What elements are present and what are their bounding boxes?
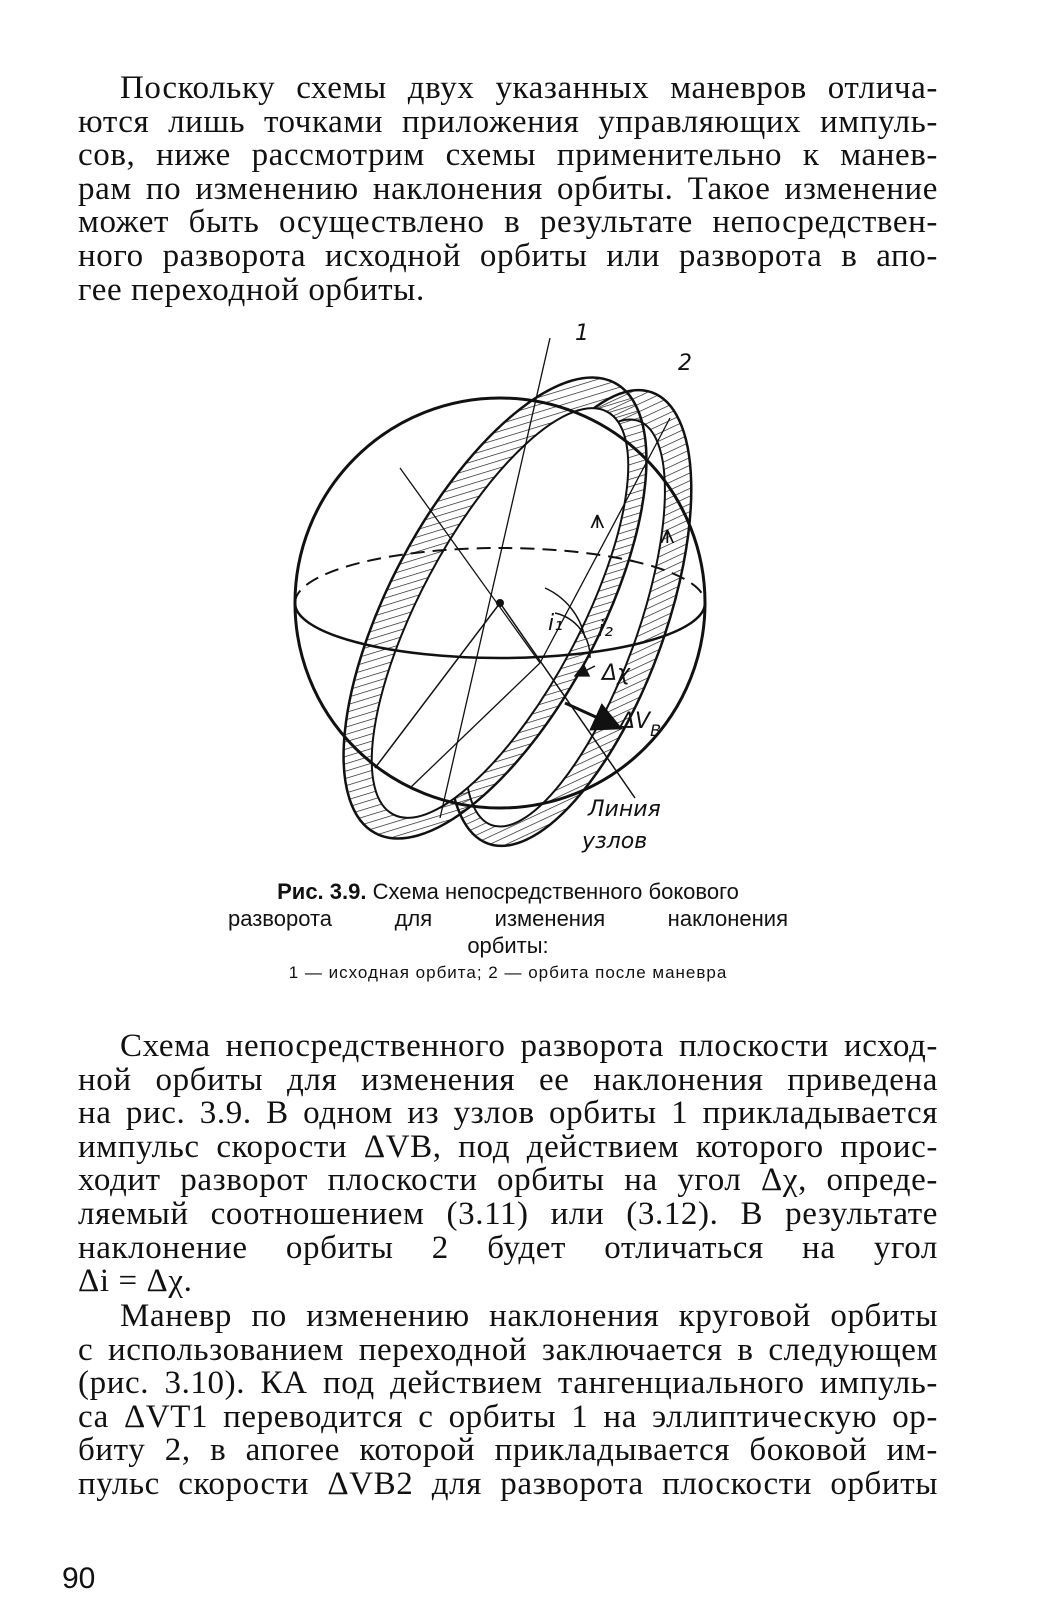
label-delta-chi: Δχ [602,661,631,686]
caption-line-3: орбиты: [467,933,549,958]
caption-line-2: разворота для изменения наклонения [228,906,788,931]
text-line: ного разворота исходной орбиты или разворота в апо- [78,237,938,274]
label-orbit-1: 1 [575,321,589,346]
text-line: са ΔVT1 переводится с орбиты 1 на эллиптическую ор- [78,1398,938,1435]
text-line: на рис. 3.9. В одном из узлов орбиты 1 прикладывается [78,1095,938,1132]
text-line: ходит разворот плоскости орбиты на угол Δχ, опреде- [78,1162,938,1199]
spacecraft-icon: ⩚ [590,505,605,535]
text-line: импульс скорости ΔVB, под действием которого проис- [78,1128,938,1165]
text-line: с использованием переходной заключается в следующем [78,1331,938,1368]
text-line: биту 2, в апогее которой прикладывается боковой им- [78,1432,938,1469]
text-line: (рис. 3.10). КА под действием тангенциального импуль- [78,1365,938,1402]
text-line: ной орбиты для изменения ее наклонения приведена [78,1061,938,1098]
text-line: сов, ниже рассмотрим схемы применительно к манев- [78,137,938,174]
text-line: Схема непосредственного разворота плоскости исход- [120,1028,938,1064]
orbit-diagram-svg [290,318,730,868]
caption-line-1 [228,878,788,905]
text-line: Поскольку схемы двух указанных маневров отлича- [120,70,938,106]
label-orbit-2: 2 [678,351,692,376]
label-node-line-2: узлов [582,829,648,854]
label-node-line-1: Линия [588,797,661,822]
label-incl-1: i₁ [548,611,563,636]
paragraph-1 [78,72,938,307]
orbit-figure [290,318,730,868]
caption-legend: 1 — исходная орбита; 2 — орбита после маневра [288,963,728,982]
page-number: 90 [62,1562,96,1595]
label-incl-2: i₂ [598,617,613,642]
caption-title: Схема непосредственного бокового [366,879,739,904]
text-line: ляемый соотношением (3.11) или (3.12). В результате [78,1195,938,1232]
text-line: ются лишь точками приложения управляющих импуль- [78,103,938,140]
text-line: Маневр по изменению наклонения круговой орбиты [120,1298,938,1334]
label-delta-v: $\Delta V_B$ [620,709,662,740]
text-line: гее переходной орбиты. [78,271,425,308]
spacecraft-icon: ⩚ [660,520,675,550]
text-line: рам по изменению наклонения орбиты. Такое изменение [78,170,938,207]
text-line: может быть осуществлено в результате непосредствен- [78,204,938,241]
text-line: пульс скорости ΔVB2 для разворота плоскости орбиты [78,1465,938,1502]
caption-fig-ref: Рис. 3.9. [277,879,367,904]
text-line: Δi = Δχ. [78,1263,193,1300]
paragraph-2 [78,1030,938,1299]
paragraph-3 [78,1300,938,1502]
text-line: наклонение орбиты 2 будет отличаться на угол [78,1229,938,1266]
figure-caption [228,878,788,986]
